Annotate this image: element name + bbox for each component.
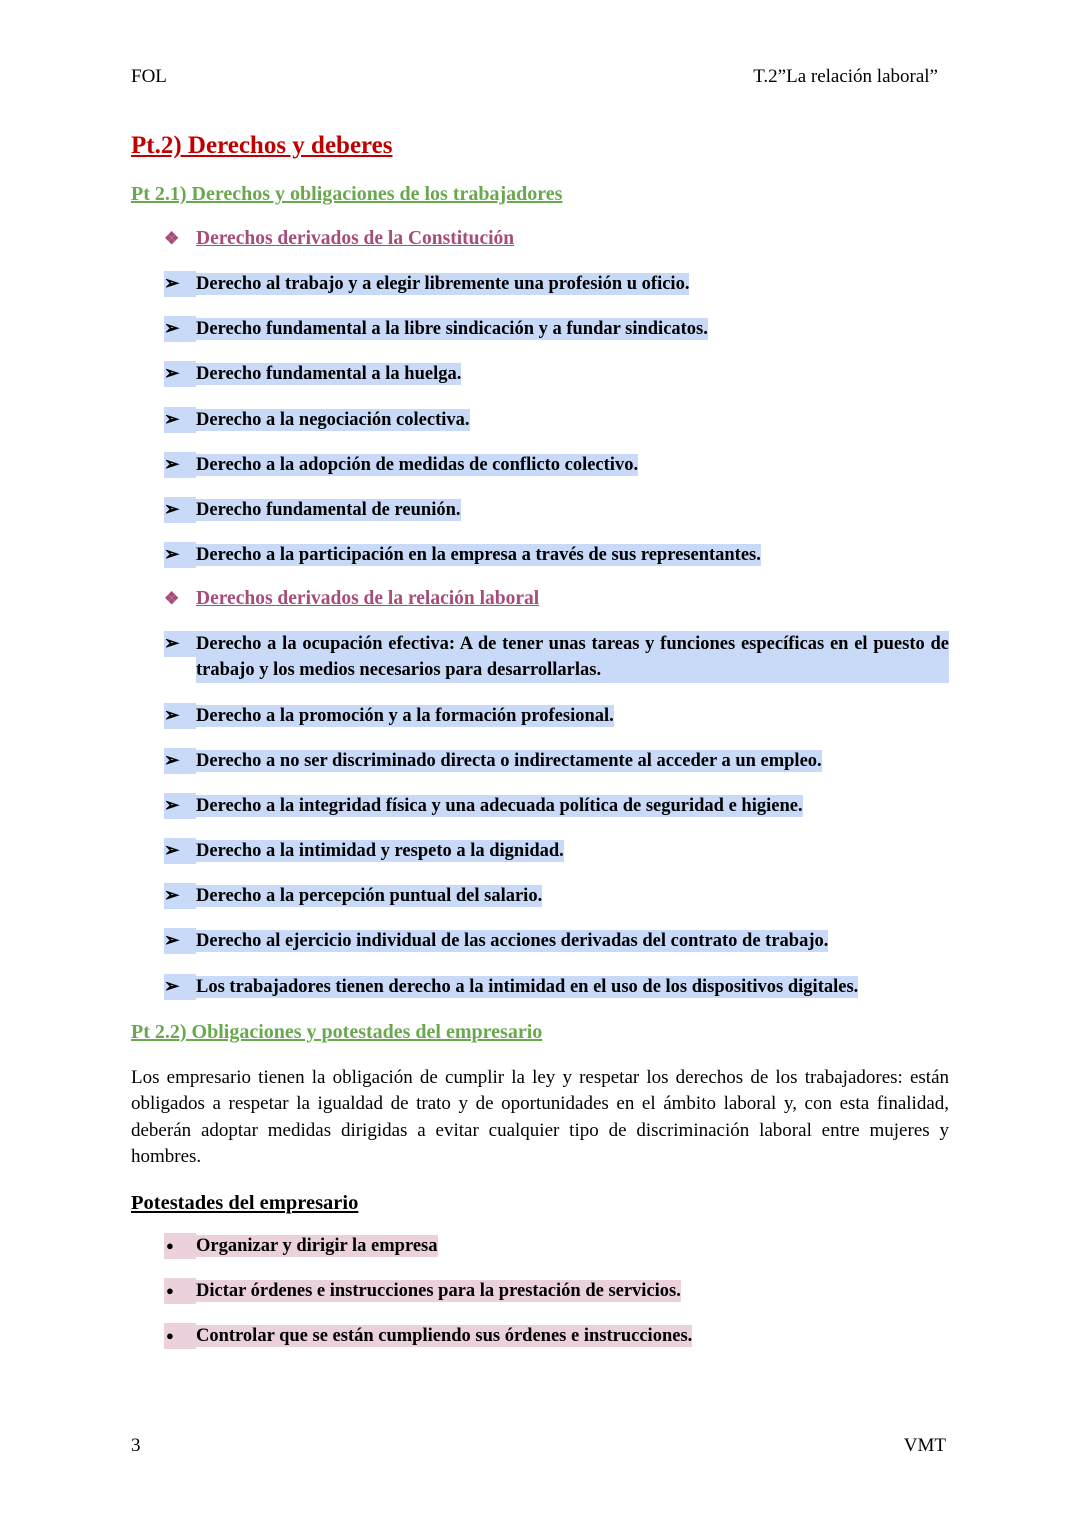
labor-relation-rights-list: [131, 631, 949, 999]
diamond-bullet-icon: ❖: [164, 589, 180, 609]
bullet-marker-icon: ➢: [164, 542, 196, 568]
powers-title: Potestades del empresario: [131, 1191, 359, 1214]
bullet-marker-icon: ➢: [164, 452, 196, 478]
list-item-text: Derecho fundamental de reunión.: [196, 499, 461, 520]
list-item: [164, 497, 949, 523]
list-item: [164, 631, 949, 683]
bullet-marker-icon: ●: [164, 1278, 196, 1304]
list-item-text: Derecho a la participación en la empresa a través de sus representantes.: [196, 545, 761, 566]
bullet-marker-icon: ➢: [164, 497, 196, 523]
list-item: [164, 271, 949, 297]
subsection-title-employer: Pt 2.2) Obligaciones y potestades del empresario: [131, 1020, 543, 1043]
list-item-text: Derecho a la ocupación efectiva: A de tener unas tareas y funciones específicas en el puesto de trabajo y los medios necesarios para desarrollarlas.: [196, 634, 949, 681]
page-number: 3: [131, 1435, 141, 1456]
employer-obligations-paragraph: Los empresario tienen la obligación de cumplir la ley y respetar los derechos de los trabajadores: están obligados a respetar la igualdad de trato y de oportunidades en el ámbito laboral y, con esta finalidad, deberán adoptar medidas dirigidas a evitar cualquier tipo de discriminación laboral entre mujeres y hombres.: [131, 1066, 949, 1168]
list-item-text: Derecho a la negociación colectiva.: [196, 409, 470, 430]
list-item: [164, 316, 949, 342]
bullet-marker-icon: ➢: [164, 316, 196, 342]
list-item: [164, 793, 949, 819]
list-item-text: Dictar órdenes e instrucciones para la prestación de servicios.: [196, 1281, 681, 1301]
list-item-text: Derecho a la integridad física y una adecuada política de seguridad e higiene.: [196, 795, 803, 816]
list-item-text: Controlar que se están cumpliendo sus órdenes e instrucciones.: [196, 1326, 693, 1347]
bullet-marker-icon: ➢: [164, 407, 196, 433]
group-title-constitution: Derechos derivados de la Constitución: [196, 228, 515, 249]
list-item: [164, 1278, 949, 1304]
bullet-marker-icon: ➢: [164, 793, 196, 819]
list-item-text: Derecho a la intimidad y respeto a la dignidad.: [196, 841, 564, 862]
list-item: [164, 1323, 949, 1349]
list-item: [164, 407, 949, 433]
constitution-rights-list: [131, 271, 949, 568]
list-item-text: Derecho a la promoción y a la formación profesional.: [196, 705, 614, 726]
bullet-marker-icon: ➢: [164, 271, 196, 297]
group-heading-labor-relation: [164, 587, 949, 611]
list-item: [164, 883, 949, 909]
bullet-marker-icon: ➢: [164, 974, 196, 1000]
bullet-marker-icon: ●: [164, 1323, 196, 1349]
list-item: [164, 1233, 949, 1259]
employer-powers-list: [131, 1233, 949, 1349]
group-title-labor-relation: Derechos derivados de la relación laboral: [196, 588, 540, 610]
subsection-title-rights: Pt 2.1) Derechos y obligaciones de los trabajadores: [131, 183, 563, 205]
header-topic: T.2”La relación laboral”: [753, 66, 938, 87]
group-heading-constitution: [164, 227, 949, 251]
list-item: [164, 361, 949, 387]
bullet-marker-icon: ➢: [164, 883, 196, 909]
author-initials: VMT: [903, 1435, 946, 1456]
list-item: [164, 748, 949, 774]
bullet-marker-icon: ➢: [164, 361, 196, 387]
document-body: [131, 130, 949, 1368]
list-item-text: Derecho a la percepción puntual del salario.: [196, 886, 543, 907]
list-item-text: Derecho a la adopción de medidas de conflicto colectivo.: [196, 454, 639, 475]
diamond-bullet-icon: ❖: [164, 229, 180, 248]
list-item: [164, 542, 949, 568]
bullet-marker-icon: ●: [164, 1233, 196, 1259]
header-subject: FOL: [131, 66, 167, 87]
list-item-text: Derecho fundamental a la huelga.: [196, 364, 462, 385]
list-item-text: Los trabajadores tienen derecho a la intimidad en el uso de los dispositivos digitales.: [196, 976, 859, 997]
list-item-text: Derecho al ejercicio individual de las acciones derivadas del contrato de trabajo.: [196, 931, 829, 952]
bullet-marker-icon: ➢: [164, 748, 196, 774]
list-item-text: Derecho fundamental a la libre sindicación y a fundar sindicatos.: [196, 319, 708, 340]
list-item-text: Organizar y dirigir la empresa: [196, 1235, 438, 1256]
bullet-marker-icon: ➢: [164, 928, 196, 954]
bullet-marker-icon: ➢: [164, 838, 196, 864]
bullet-marker-icon: ➢: [164, 703, 196, 729]
bullet-marker-icon: ➢: [164, 631, 196, 657]
section-title: Pt.2) Derechos y deberes: [131, 132, 393, 159]
list-item: [164, 928, 949, 954]
list-item-text: Derecho al trabajo y a elegir libremente una profesión u oficio.: [196, 274, 690, 294]
list-item: [164, 703, 949, 729]
list-item: [164, 974, 949, 1000]
list-item: [164, 838, 949, 864]
list-item-text: Derecho a no ser discriminado directa o indirectamente al acceder a un empleo.: [196, 750, 822, 771]
list-item: [164, 452, 949, 478]
